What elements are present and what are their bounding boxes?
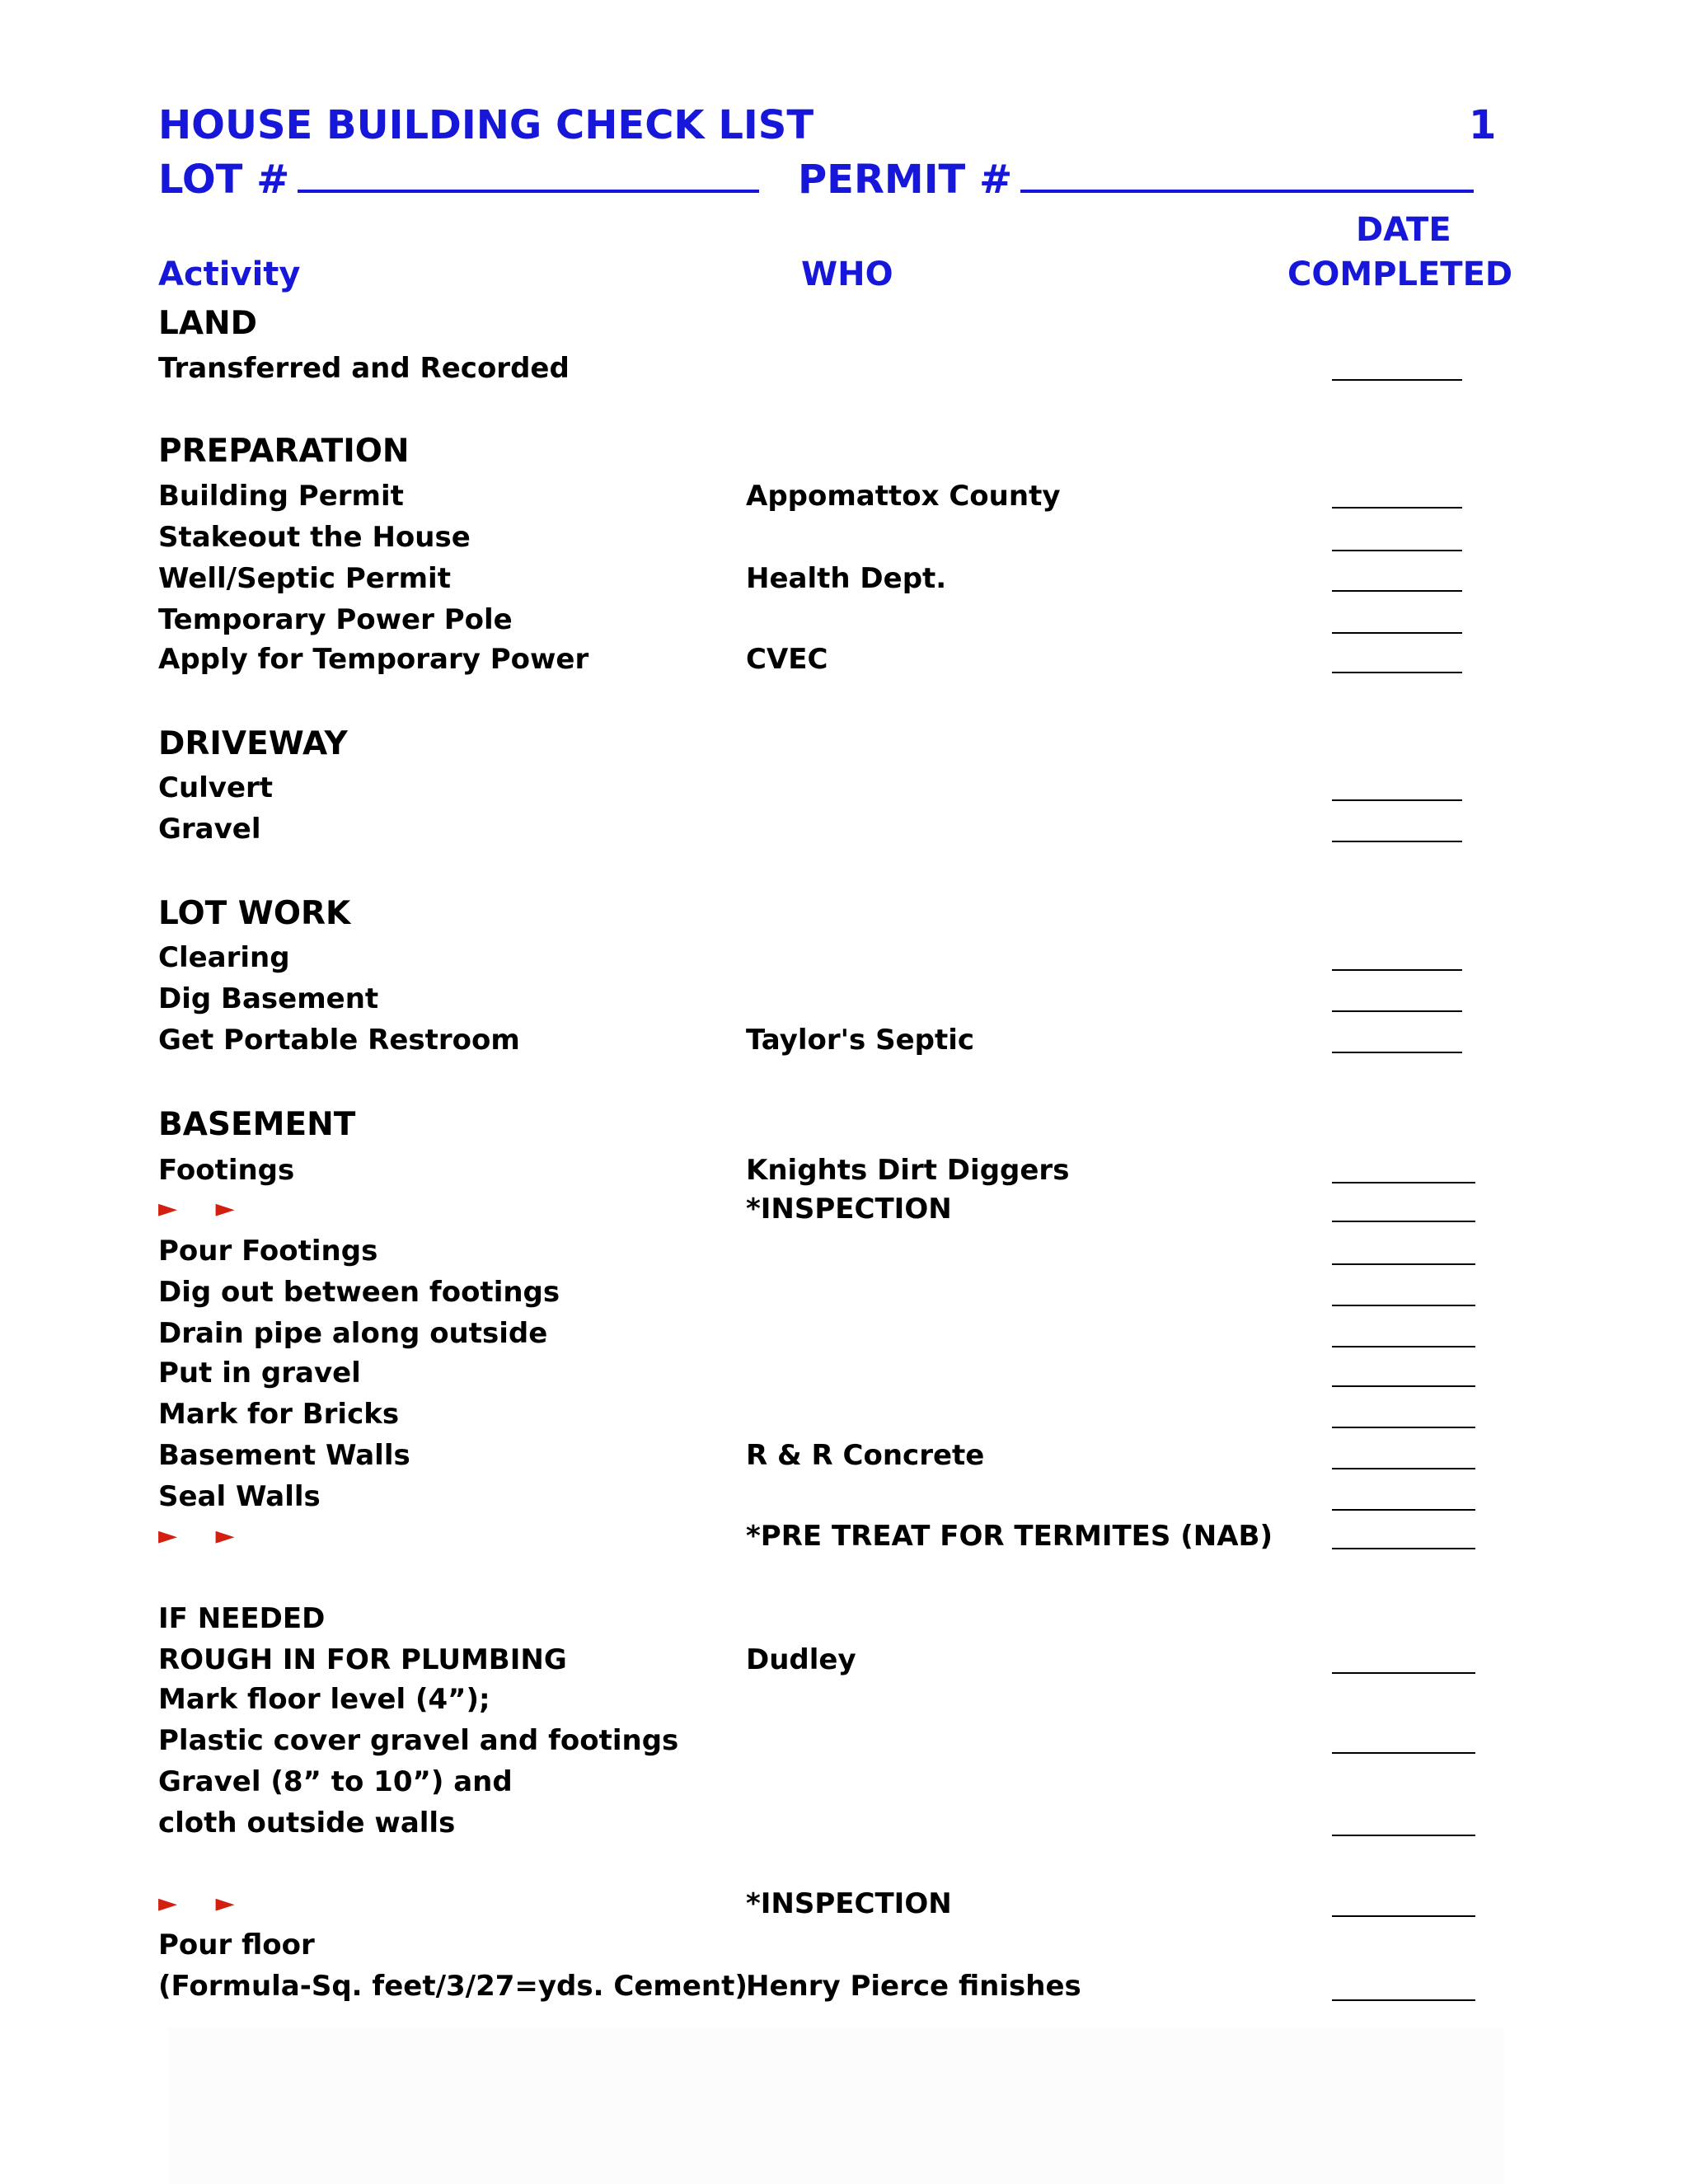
activity-item: Mark floor level (4”); bbox=[158, 1683, 490, 1716]
date-completed-line[interactable] bbox=[1332, 379, 1462, 381]
column-header-activity: Activity bbox=[158, 255, 301, 293]
activity-item: Basement Walls bbox=[158, 1439, 410, 1472]
activity-item: Apply for Temporary Power bbox=[158, 643, 589, 676]
date-completed-line[interactable] bbox=[1332, 841, 1462, 842]
permit-field bbox=[798, 157, 1474, 203]
date-completed-line[interactable] bbox=[1332, 1221, 1475, 1222]
who-value: CVEC bbox=[746, 643, 828, 676]
date-completed-line[interactable] bbox=[1332, 550, 1462, 551]
activity-item: ROUGH IN FOR PLUMBING bbox=[158, 1643, 567, 1676]
date-completed-line[interactable] bbox=[1332, 1010, 1462, 1012]
page-number: 1 bbox=[1469, 102, 1497, 148]
lot-blank-line[interactable] bbox=[298, 157, 759, 193]
activity-item: Pour Footings bbox=[158, 1235, 378, 1268]
who-value: Knights Dirt Diggers bbox=[746, 1154, 1070, 1187]
activity-item: (Formula-Sq. feet/3/27=yds. Cement) bbox=[158, 1970, 748, 2003]
page-title: HOUSE BUILDING CHECK LIST bbox=[158, 102, 814, 148]
date-completed-line[interactable] bbox=[1332, 1835, 1475, 1836]
activity-item: Footings bbox=[158, 1154, 295, 1187]
date-completed-line[interactable] bbox=[1332, 1346, 1475, 1347]
activity-item: cloth outside walls bbox=[158, 1807, 456, 1840]
activity-item: Gravel bbox=[158, 813, 261, 846]
column-header-completed: COMPLETED bbox=[1287, 255, 1513, 293]
activity-item: Drain pipe along outside bbox=[158, 1317, 548, 1350]
date-completed-line[interactable] bbox=[1332, 1999, 1475, 2001]
section-title-if-needed: IF NEEDED bbox=[158, 1602, 326, 1635]
who-value: Taylor's Septic bbox=[746, 1024, 975, 1057]
date-completed-line[interactable] bbox=[1332, 1052, 1462, 1053]
inspection-arrows: ► ► bbox=[158, 1521, 250, 1550]
date-completed-line[interactable] bbox=[1332, 1263, 1475, 1265]
date-completed-line[interactable] bbox=[1332, 507, 1462, 509]
column-header-who: WHO bbox=[801, 255, 893, 293]
date-completed-line[interactable] bbox=[1332, 672, 1462, 673]
date-completed-line[interactable] bbox=[1332, 632, 1462, 634]
activity-item: Pour floor bbox=[158, 1929, 315, 1961]
date-completed-line[interactable] bbox=[1332, 1182, 1475, 1183]
who-value: Dudley bbox=[746, 1643, 856, 1676]
who-value: *INSPECTION bbox=[746, 1193, 952, 1226]
date-completed-line[interactable] bbox=[1332, 1385, 1475, 1387]
activity-item: Get Portable Restroom bbox=[158, 1024, 520, 1057]
activity-item: Temporary Power Pole bbox=[158, 603, 513, 636]
lot-field bbox=[158, 157, 759, 203]
who-value: Henry Pierce finishes bbox=[746, 1970, 1081, 2003]
activity-item: Dig out between footings bbox=[158, 1276, 560, 1309]
section-title-driveway: DRIVEWAY bbox=[158, 725, 348, 762]
activity-item: Seal Walls bbox=[158, 1480, 321, 1513]
lot-label: LOT # bbox=[158, 157, 290, 203]
who-value: *PRE TREAT FOR TERMITES (NAB) bbox=[746, 1520, 1273, 1553]
inspection-arrows: ► ► bbox=[158, 1194, 250, 1223]
activity-item: Gravel (8” to 10”) and bbox=[158, 1765, 513, 1798]
date-completed-line[interactable] bbox=[1332, 1915, 1475, 1917]
date-completed-line[interactable] bbox=[1332, 1548, 1475, 1549]
date-completed-line[interactable] bbox=[1332, 1468, 1475, 1469]
who-value: Appomattox County bbox=[746, 480, 1061, 513]
date-completed-line[interactable] bbox=[1332, 1672, 1475, 1674]
section-title-land: LAND bbox=[158, 305, 258, 342]
date-completed-line[interactable] bbox=[1332, 1427, 1475, 1428]
activity-item: Mark for Bricks bbox=[158, 1398, 400, 1431]
date-completed-line[interactable] bbox=[1332, 1305, 1475, 1306]
date-completed-line[interactable] bbox=[1332, 799, 1462, 801]
section-title-preparation: PREPARATION bbox=[158, 433, 410, 470]
activity-item: Building Permit bbox=[158, 480, 404, 513]
page-shadow bbox=[169, 2027, 1504, 2184]
section-title-lot-work: LOT WORK bbox=[158, 895, 351, 932]
who-value: Health Dept. bbox=[746, 562, 947, 595]
activity-item: Put in gravel bbox=[158, 1357, 361, 1390]
activity-item: Dig Basement bbox=[158, 982, 379, 1015]
permit-blank-line[interactable] bbox=[1020, 157, 1474, 193]
who-value: R & R Concrete bbox=[746, 1439, 985, 1472]
date-completed-line[interactable] bbox=[1332, 969, 1462, 971]
date-completed-line[interactable] bbox=[1332, 590, 1462, 592]
activity-item: Well/Septic Permit bbox=[158, 562, 451, 595]
who-value: *INSPECTION bbox=[746, 1887, 952, 1920]
inspection-arrows: ► ► bbox=[158, 1889, 250, 1918]
date-completed-line[interactable] bbox=[1332, 1509, 1475, 1511]
column-header-date: DATE bbox=[1356, 211, 1451, 249]
activity-item: Stakeout the House bbox=[158, 521, 471, 554]
activity-item: Clearing bbox=[158, 941, 290, 974]
permit-label: PERMIT # bbox=[798, 157, 1013, 203]
section-title-basement: BASEMENT bbox=[158, 1106, 356, 1143]
activity-item: Culvert bbox=[158, 771, 274, 804]
activity-item: Plastic cover gravel and footings bbox=[158, 1724, 679, 1757]
date-completed-line[interactable] bbox=[1332, 1752, 1475, 1754]
activity-item: Transferred and Recorded bbox=[158, 352, 570, 385]
